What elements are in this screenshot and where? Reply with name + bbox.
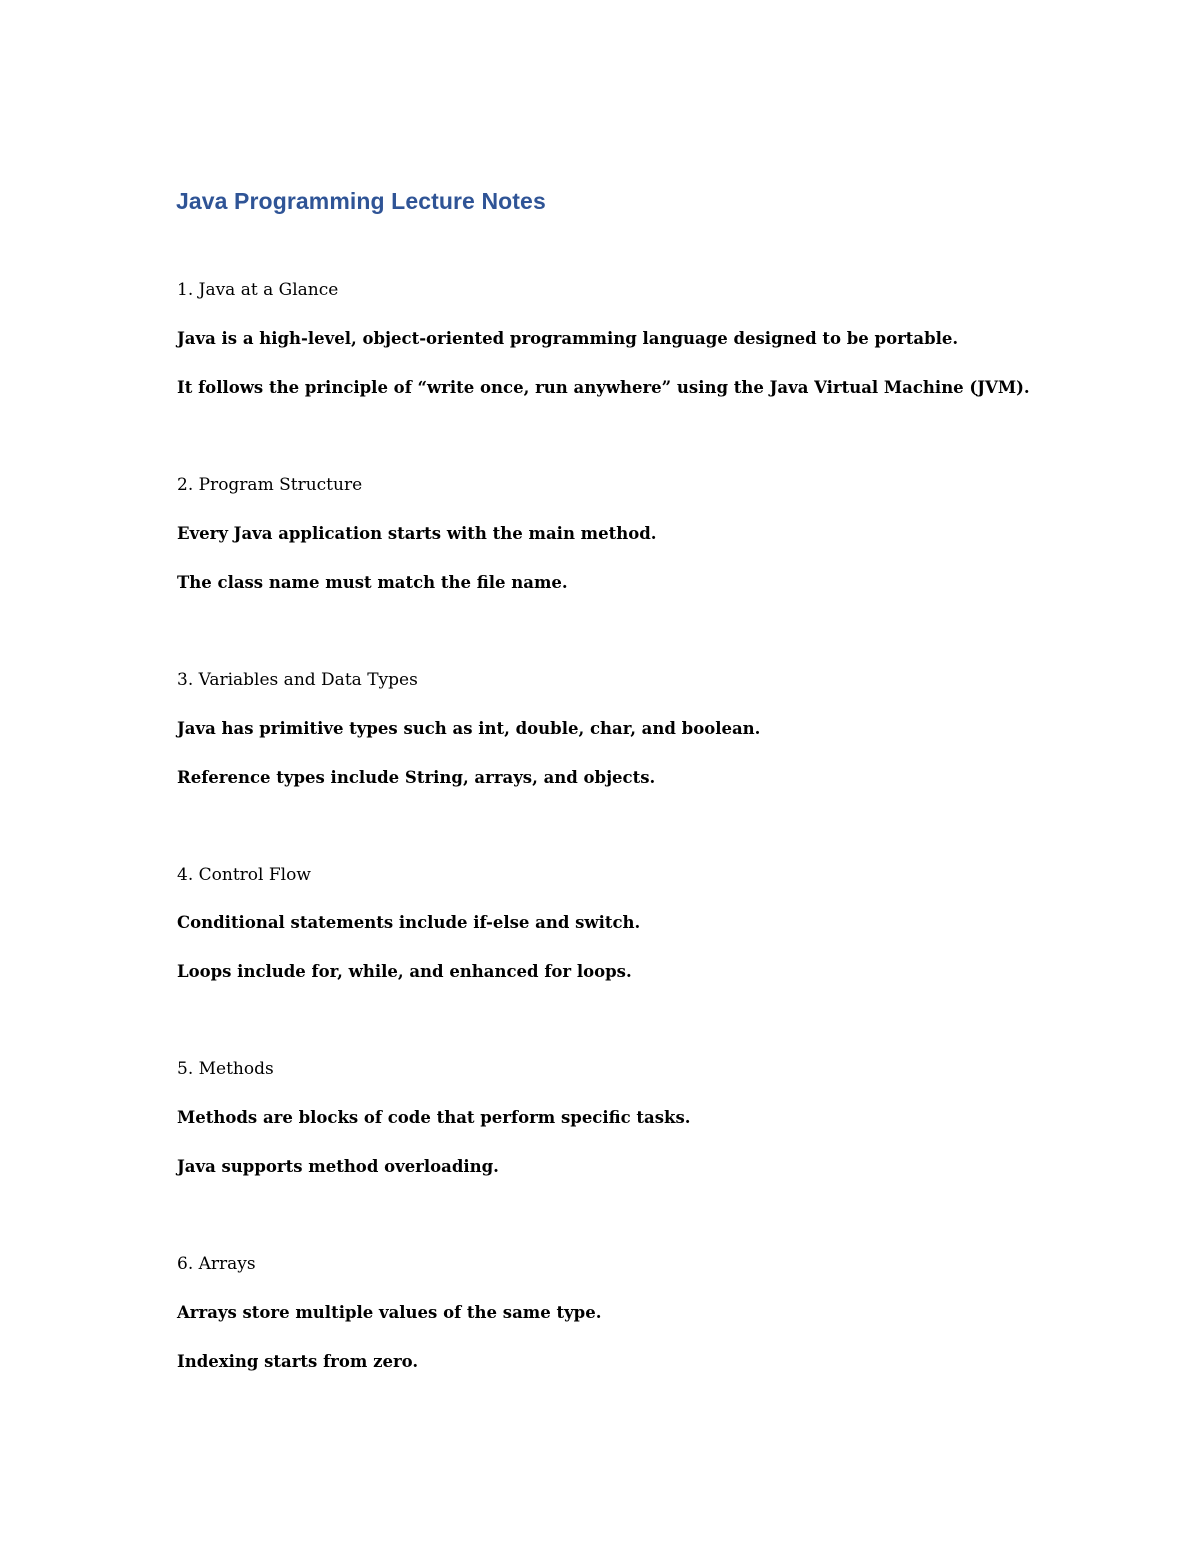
section-1-line-2: It follows the principle of “write once, run anywhere” using the Java Virtual Machine (JVM). (177, 378, 1030, 397)
section-2-line-2: The class name must match the file name. (177, 573, 568, 592)
section-2-line-1: Every Java application starts with the main method. (177, 524, 657, 543)
section-4-line-2: Loops include for, while, and enhanced for loops. (177, 962, 632, 981)
section-3-line-1: Java has primitive types such as int, double, char, and boolean. (177, 719, 761, 738)
section-heading-4: 4. Control Flow (177, 865, 311, 885)
section-5-line-2: Java supports method overloading. (177, 1157, 499, 1176)
section-4-line-1: Conditional statements include if-else and switch. (177, 913, 641, 932)
section-6-line-2: Indexing starts from zero. (177, 1352, 419, 1371)
section-1-line-1: Java is a high-level, object-oriented programming language designed to be portable. (177, 329, 959, 348)
section-5-line-1: Methods are blocks of code that perform specific tasks. (177, 1108, 691, 1127)
document-title: Java Programming Lecture Notes (176, 188, 546, 214)
section-heading-1: 1. Java at a Glance (177, 280, 339, 300)
section-6-line-1: Arrays store multiple values of the same type. (177, 1303, 602, 1322)
section-heading-3: 3. Variables and Data Types (177, 670, 418, 690)
section-heading-6: 6. Arrays (177, 1254, 256, 1274)
section-3-line-2: Reference types include String, arrays, and objects. (177, 768, 656, 787)
section-heading-2: 2. Program Structure (177, 475, 363, 495)
section-heading-5: 5. Methods (177, 1059, 274, 1079)
